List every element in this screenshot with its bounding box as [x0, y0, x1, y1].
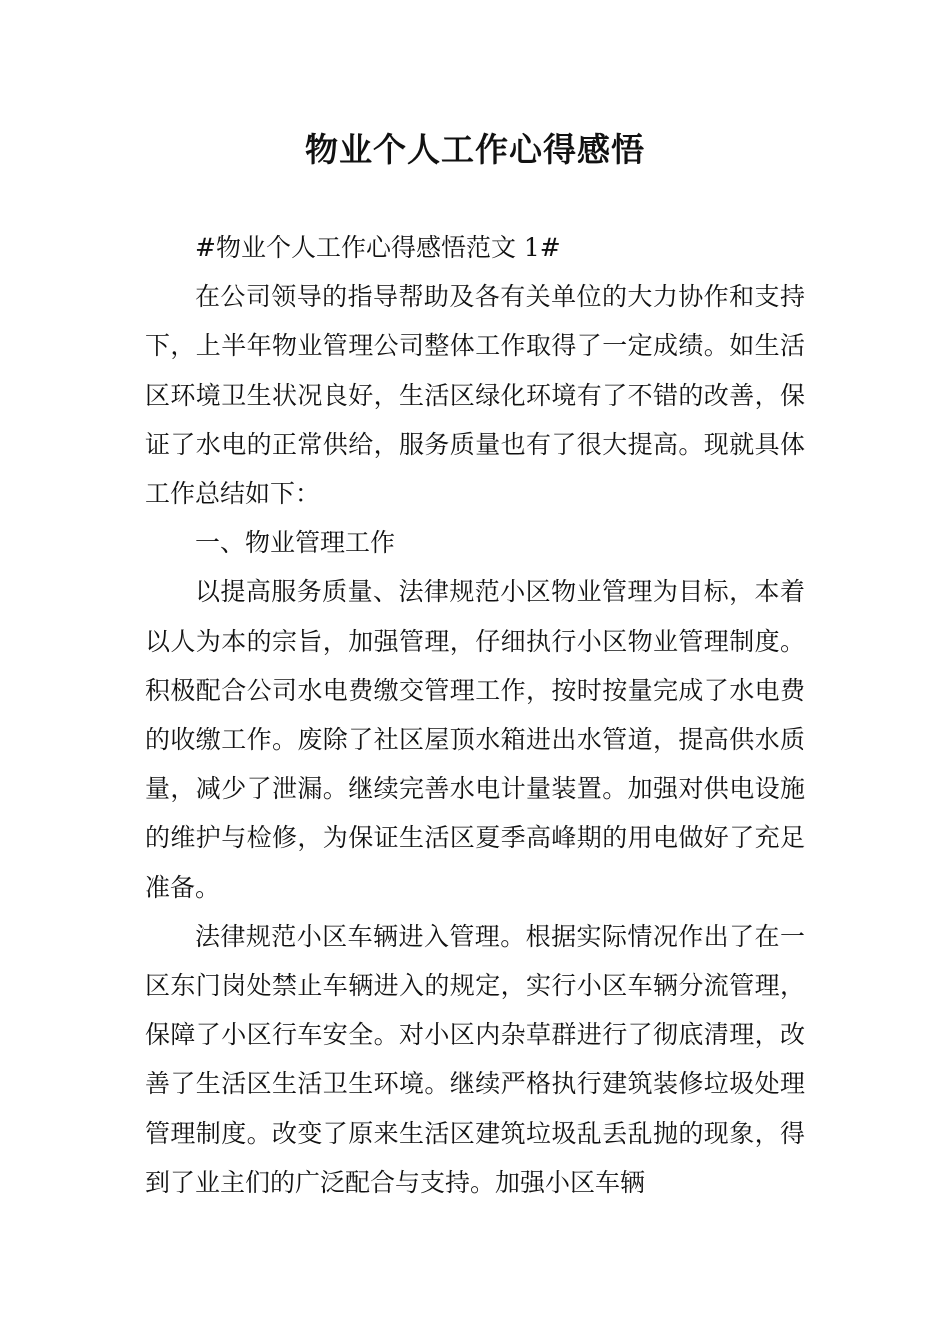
paragraph-intro: 在公司领导的指导帮助及各有关单位的大力协作和支持下，上半年物业管理公司整体工作取得了一定成绩。如生活区环境卫生状况良好，生活区绿化环境有了不错的改善，保证了水电的正常供给，服务质量也有了很大提高。现就具体工作总结如下： — [145, 282, 805, 509]
section-heading-sample-1: #物业个人工作心得感悟范文 1# — [195, 233, 561, 262]
section-heading-property-management: 一、物业管理工作 — [195, 528, 396, 558]
document-title: 物业个人工作心得感悟 — [305, 130, 645, 169]
paragraph-property-management: 以提高服务质量、法律规范小区物业管理为目标，本着以人为本的宗旨，加强管理，仔细执行小区物业管理制度。积极配合公司水电费缴交管理工作，按时按量完成了水电费的收缴工作。废除了社区屋顶水箱进出水管道，提高供水质量，减少了泄漏。继续完善水电计量装置。加强对供电设施的维护与检修，为保证生活区夏季高峰期的用电做好了充足准备。 — [145, 577, 805, 902]
paragraph-vehicle-management: 法律规范小区车辆进入管理。根据实际情况作出了在一区东门岗处禁止车辆进入的规定，实行小区车辆分流管理，保障了小区行车安全。对小区内杂草群进行了彻底清理，改善了生活区生活卫生环境。继续严格执行建筑装修垃圾处理管理制度。改变了原来生活区建筑垃圾乱丢乱抛的现象，得到了业主们的广泛配合与支持。加强小区车辆 — [145, 921, 805, 1197]
document-body — [145, 223, 805, 1207]
